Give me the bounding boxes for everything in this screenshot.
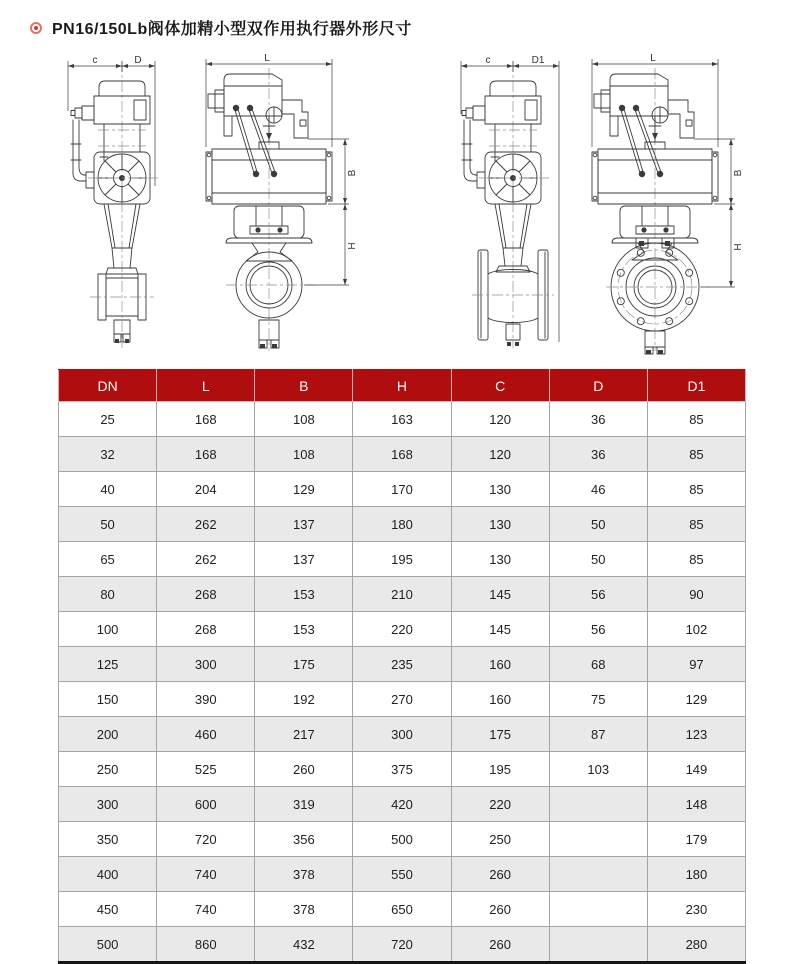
bracket-and-butterfly-valve <box>606 206 710 354</box>
table-row <box>59 507 746 542</box>
table-cell: 450 <box>59 892 157 927</box>
table-cell: 500 <box>59 927 157 963</box>
actuator-head <box>462 81 541 152</box>
table-cell: 130 <box>451 507 549 542</box>
gearbox <box>86 152 158 204</box>
valve-front-view-drawing-4 <box>578 54 763 356</box>
tubing <box>462 120 477 181</box>
table-cell: 200 <box>59 717 157 752</box>
table-cell: 740 <box>157 857 255 892</box>
table-row <box>59 647 746 682</box>
table-cell: 85 <box>647 402 745 437</box>
table-cell: 90 <box>647 577 745 612</box>
table-cell: 195 <box>353 542 451 577</box>
dimension-c-d <box>68 56 155 186</box>
table-cell: 260 <box>451 857 549 892</box>
tubing <box>71 120 86 181</box>
table-cell: 300 <box>157 647 255 682</box>
valve-side-view-drawing-3 <box>428 56 593 356</box>
table-cell: 100 <box>59 612 157 647</box>
table-cell: 46 <box>549 472 647 507</box>
table-cell: 720 <box>353 927 451 963</box>
header-row <box>59 370 746 402</box>
dim-label-d1: D1 <box>531 56 545 66</box>
table-cell: 25 <box>59 402 157 437</box>
table-cell: 270 <box>353 682 451 717</box>
table-cell: 600 <box>157 787 255 822</box>
table-cell: 350 <box>59 822 157 857</box>
dim-label-b: B <box>347 169 358 177</box>
table-cell: 168 <box>353 437 451 472</box>
table-body <box>59 402 746 963</box>
table-cell: 260 <box>451 892 549 927</box>
table-cell: 390 <box>157 682 255 717</box>
table-cell: 130 <box>451 542 549 577</box>
bracket-and-valve <box>226 206 316 348</box>
table-cell: 378 <box>255 892 353 927</box>
table-row <box>59 752 746 787</box>
column-header: D1 <box>647 370 745 402</box>
dimension-table <box>58 369 746 964</box>
table-cell: 525 <box>157 752 255 787</box>
dim-label-l: L <box>264 54 270 64</box>
table-cell: 153 <box>255 577 353 612</box>
table-cell: 123 <box>647 717 745 752</box>
column-header: DN <box>59 370 157 402</box>
table-row <box>59 542 746 577</box>
table-cell: 137 <box>255 542 353 577</box>
bullet-icon <box>30 22 42 34</box>
table-cell: 175 <box>255 647 353 682</box>
table-cell: 56 <box>549 577 647 612</box>
table-cell: 460 <box>157 717 255 752</box>
table-cell: 120 <box>451 437 549 472</box>
table-cell: 262 <box>157 507 255 542</box>
table-cell: 300 <box>353 717 451 752</box>
table-cell: 125 <box>59 647 157 682</box>
table-cell: 97 <box>647 647 745 682</box>
table-cell: 378 <box>255 857 353 892</box>
table-cell: 860 <box>157 927 255 963</box>
table-cell: 720 <box>157 822 255 857</box>
table-cell: 168 <box>157 437 255 472</box>
table-cell: 250 <box>451 822 549 857</box>
table-cell: 220 <box>353 612 451 647</box>
table-cell: 85 <box>647 472 745 507</box>
dim-label-h: H <box>733 243 744 251</box>
table-cell: 148 <box>647 787 745 822</box>
table-cell: 120 <box>451 402 549 437</box>
table-cell: 36 <box>549 437 647 472</box>
dim-label-c: c <box>92 56 98 66</box>
table-cell: 36 <box>549 402 647 437</box>
table-cell: 235 <box>353 647 451 682</box>
dim-label-b: B <box>733 169 744 177</box>
table-cell: 650 <box>353 892 451 927</box>
table-row <box>59 717 746 752</box>
gearbox <box>477 152 549 204</box>
table-row <box>59 892 746 927</box>
table-cell: 75 <box>549 682 647 717</box>
dim-label-d: D <box>134 56 142 66</box>
table-cell: 268 <box>157 612 255 647</box>
actuator-head <box>71 81 150 152</box>
table-cell: 550 <box>353 857 451 892</box>
table-cell <box>549 857 647 892</box>
table-cell: 87 <box>549 717 647 752</box>
table-cell: 65 <box>59 542 157 577</box>
table-cell: 56 <box>549 612 647 647</box>
column-header: L <box>157 370 255 402</box>
table-cell: 180 <box>647 857 745 892</box>
table-cell: 500 <box>353 822 451 857</box>
table-cell: 250 <box>59 752 157 787</box>
table-cell: 217 <box>255 717 353 752</box>
table-cell: 129 <box>255 472 353 507</box>
table-cell: 195 <box>451 752 549 787</box>
table-cell <box>549 892 647 927</box>
column-header: C <box>451 370 549 402</box>
table-cell: 179 <box>647 822 745 857</box>
table-cell: 160 <box>451 682 549 717</box>
table-cell: 220 <box>451 787 549 822</box>
table-cell <box>549 927 647 963</box>
table-cell: 137 <box>255 507 353 542</box>
table-cell: 85 <box>647 507 745 542</box>
table-cell: 300 <box>59 787 157 822</box>
table-cell: 168 <box>157 402 255 437</box>
table-row <box>59 612 746 647</box>
column-header: B <box>255 370 353 402</box>
table-cell: 280 <box>647 927 745 963</box>
table-cell: 230 <box>647 892 745 927</box>
table-cell: 400 <box>59 857 157 892</box>
table-cell: 432 <box>255 927 353 963</box>
table-row <box>59 822 746 857</box>
table-cell: 150 <box>59 682 157 717</box>
table-cell: 260 <box>451 927 549 963</box>
table-row <box>59 577 746 612</box>
section-title-row <box>30 16 412 39</box>
table-cell: 102 <box>647 612 745 647</box>
table-cell: 319 <box>255 787 353 822</box>
table-cell: 108 <box>255 437 353 472</box>
dim-label-c: c <box>485 56 491 66</box>
table-cell: 50 <box>59 507 157 542</box>
table-cell: 103 <box>549 752 647 787</box>
table-row <box>59 787 746 822</box>
table-row <box>59 472 746 507</box>
table-cell: 180 <box>353 507 451 542</box>
page-title: PN16/150Lb阀体加精小型双作用执行器外形尺寸 <box>52 21 412 38</box>
table-cell: 262 <box>157 542 255 577</box>
table-cell: 85 <box>647 437 745 472</box>
dimension-b-h <box>304 139 358 285</box>
table-cell: 268 <box>157 577 255 612</box>
table-row <box>59 857 746 892</box>
table-cell: 260 <box>255 752 353 787</box>
table-cell: 160 <box>451 647 549 682</box>
column-header: D <box>549 370 647 402</box>
table-cell: 210 <box>353 577 451 612</box>
table-cell: 68 <box>549 647 647 682</box>
table-cell: 170 <box>353 472 451 507</box>
table-cell: 163 <box>353 402 451 437</box>
table-row <box>59 927 746 963</box>
dim-label-l: L <box>650 54 656 64</box>
dim-label-h: H <box>347 242 358 250</box>
table-cell: 740 <box>157 892 255 927</box>
table-cell: 149 <box>647 752 745 787</box>
table-cell: 420 <box>353 787 451 822</box>
table-cell <box>549 787 647 822</box>
table-cell: 80 <box>59 577 157 612</box>
table-cell: 50 <box>549 507 647 542</box>
table-cell: 175 <box>451 717 549 752</box>
table-cell: 129 <box>647 682 745 717</box>
positioner <box>208 74 308 149</box>
table-cell: 85 <box>647 542 745 577</box>
valve-front-view-drawing-2 <box>196 54 366 356</box>
table-cell: 204 <box>157 472 255 507</box>
table-row <box>59 682 746 717</box>
table-cell: 192 <box>255 682 353 717</box>
table-cell: 32 <box>59 437 157 472</box>
dimension-c-d1 <box>461 56 559 342</box>
table-cell: 108 <box>255 402 353 437</box>
valve-side-view-drawing-1 <box>40 56 205 356</box>
column-header: H <box>353 370 451 402</box>
positioner <box>594 74 694 149</box>
table-row <box>59 437 746 472</box>
table-cell <box>549 822 647 857</box>
table-cell: 356 <box>255 822 353 857</box>
table-cell: 50 <box>549 542 647 577</box>
table-cell: 130 <box>451 472 549 507</box>
table-cell: 40 <box>59 472 157 507</box>
table-header <box>59 370 746 402</box>
table-cell: 145 <box>451 612 549 647</box>
table-cell: 153 <box>255 612 353 647</box>
table-cell: 145 <box>451 577 549 612</box>
dimension-b-h <box>694 139 744 287</box>
table-row <box>59 402 746 437</box>
table-cell: 375 <box>353 752 451 787</box>
